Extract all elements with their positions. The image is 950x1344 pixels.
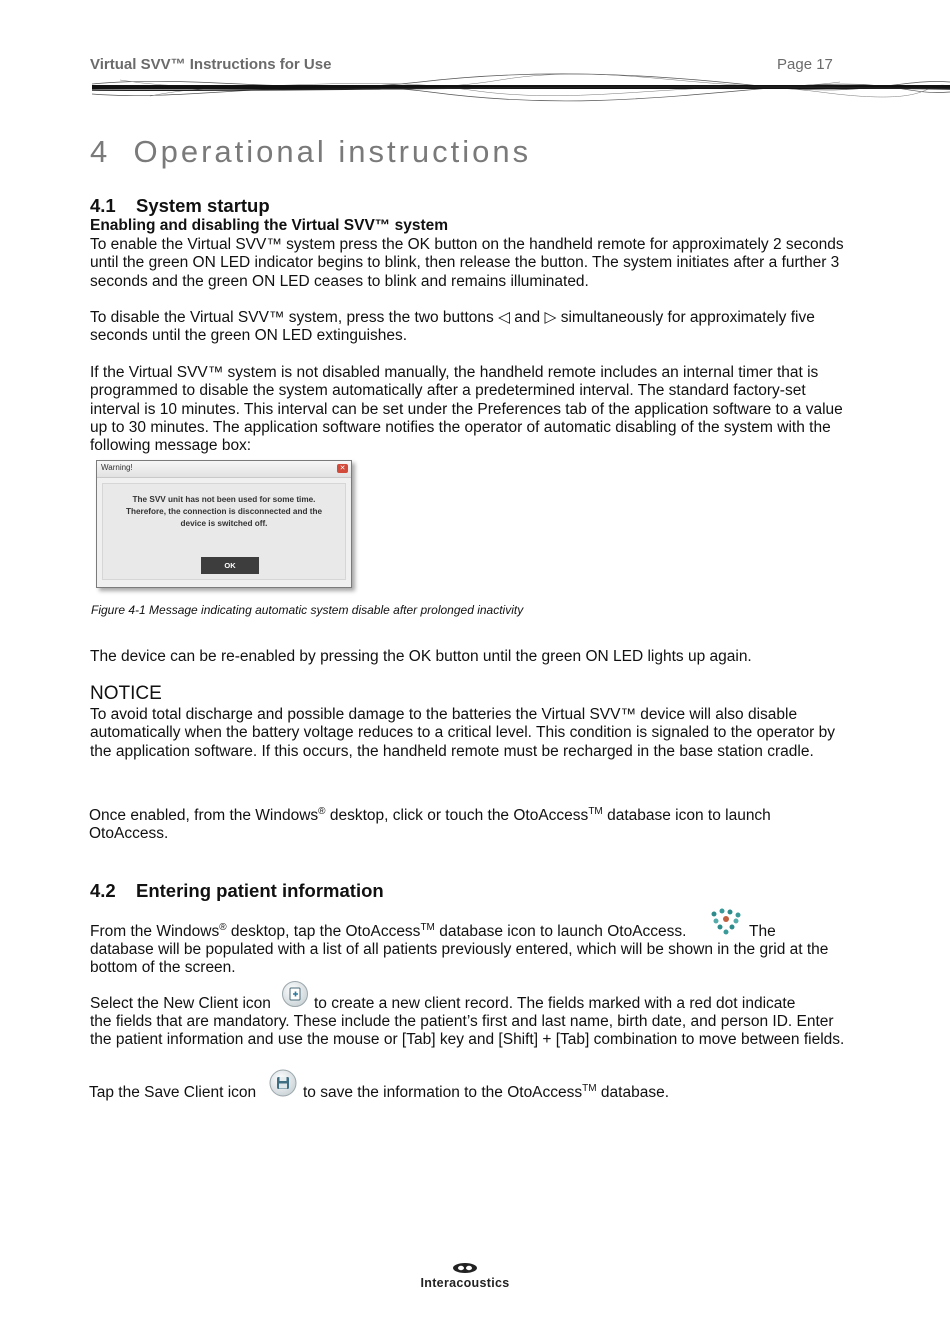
chapter-number: 4 xyxy=(90,134,111,169)
paragraph-disable: To disable the Virtual SVV™ system, press the two buttons ◁ and ▷ simultaneously for approximately five seconds until the green ON LED extinguishes. xyxy=(90,309,815,345)
dialog-ok-button: OK xyxy=(201,557,259,574)
warning-dialog-figure xyxy=(96,460,352,588)
paragraph-enable: To enable the Virtual SVV™ system press the OK button on the handheld remote for approximately 2 seconds until the green ON LED indicator begins to blink, then release the button. The system initiates after a further 3 seconds and the green ON LED ceases to blink and remains illuminated. xyxy=(90,236,844,290)
text-fragment: database icon to launch OtoAccess. xyxy=(434,923,687,940)
chapter-title: Operational instructions xyxy=(133,134,532,169)
header-decorative-rule xyxy=(0,70,950,104)
section-number: 4.2 xyxy=(90,880,116,901)
paragraph-save-client-b xyxy=(303,1084,669,1102)
interacoustics-logo-mark xyxy=(450,1262,480,1274)
save-client-icon xyxy=(268,1068,298,1098)
text-fragment: Select the New Client icon xyxy=(90,995,271,1012)
trademark-mark: TM xyxy=(420,922,435,933)
trademark-mark: TM xyxy=(588,806,603,817)
chapter-heading xyxy=(90,134,531,170)
page-number: Page 17 xyxy=(777,56,833,73)
text-fragment: The xyxy=(749,923,776,940)
paragraph-launch-otoaccess xyxy=(89,807,849,844)
section-heading-4-1 xyxy=(90,195,270,217)
text-fragment: From the Windows xyxy=(90,923,220,940)
dialog-body xyxy=(102,483,346,580)
notice-text: To avoid total discharge and possible damage to the batteries the Virtual SVV™ device will also disable automatically when the battery voltage reduces to a critical level. This condition is signaled to the operator by the application software. If this occurs, the handheld remote must be recharged in the base station cradle. xyxy=(90,706,835,760)
section-heading-4-2 xyxy=(90,880,384,902)
text-fragment: Tap the Save Client icon xyxy=(89,1084,257,1101)
paragraph-reenable: The device can be re-enabled by pressing the OK button until the green ON LED lights up again. xyxy=(90,648,752,665)
text-fragment: database icon to launch OtoAccess. xyxy=(89,807,771,843)
dialog-message-line: Therefore, the connection is disconnected and the xyxy=(125,507,323,516)
figure-caption: Figure 4-1 Message indicating automatic system disable after prolonged inactivity xyxy=(91,603,524,617)
dialog-message-line: device is switched off. xyxy=(180,519,268,528)
close-icon: ✕ xyxy=(337,464,348,473)
trademark-mark: TM xyxy=(582,1083,597,1094)
dialog-message xyxy=(103,494,345,530)
paragraph-new-client-rest: the fields that are mandatory. These include the patient’s first and last name, birth date, and person ID. Enter the patient information and use the mouse or [Tab] key and [Shift] + [Tab] combination to move between fields. xyxy=(90,1013,845,1049)
text-fragment: to create a new client record. The fields marked with a red dot indicate xyxy=(314,995,796,1012)
logo-text: Interacoustics xyxy=(420,1276,510,1290)
text-fragment: desktop, tap the OtoAccess xyxy=(226,923,421,940)
section-title: Entering patient information xyxy=(136,880,384,901)
text-fragment: database. xyxy=(596,1084,670,1101)
section-title: System startup xyxy=(136,195,270,216)
paragraph-database-grid: database will be populated with a list of all patients previously entered, which will be shown in the grid at the bottom of the screen. xyxy=(90,941,829,977)
dialog-message-line: The SVV unit has not been used for some time. xyxy=(132,495,316,504)
text-fragment: to save the information to the OtoAccess xyxy=(303,1084,583,1101)
registered-mark: ® xyxy=(318,806,326,817)
text-fragment: Once enabled, from the Windows xyxy=(89,807,319,824)
new-client-icon xyxy=(281,980,309,1008)
section-number: 4.1 xyxy=(90,195,116,216)
dialog-title: Warning! xyxy=(101,463,133,472)
registered-mark: ® xyxy=(219,922,227,933)
text-fragment: desktop, click or touch the OtoAccess xyxy=(325,807,589,824)
notice-heading: NOTICE xyxy=(90,683,162,704)
subheading-enabling-disabling: Enabling and disabling the Virtual SVV™ system xyxy=(90,217,449,234)
dialog-titlebar xyxy=(97,461,351,478)
document-title: Virtual SVV™ Instructions for Use xyxy=(90,56,332,73)
otoaccess-database-icon xyxy=(706,906,746,936)
interacoustics-logo xyxy=(405,1262,525,1290)
paragraph-timer: If the Virtual SVV™ system is not disabled manually, the handheld remote includes an internal timer that is programmed to disable the system automatically after a predetermined interval. The standard factory-set interval is 10 minutes. This interval can be set under the Preferences tab of the application software to a value up to 30 minutes. The application software notifies the operator of automatic disabling of the system with the following message box: xyxy=(90,364,843,455)
